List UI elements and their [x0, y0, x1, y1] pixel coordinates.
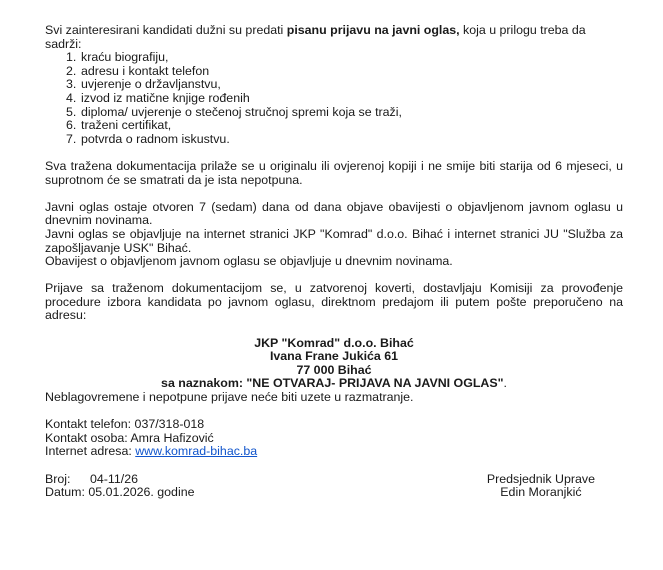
- spacer: [45, 323, 623, 337]
- contact-person: Kontakt osoba: Amra Hafizović: [45, 430, 214, 445]
- signer-name: Edin Moranjkić: [500, 485, 582, 500]
- submission-text: Prijave sa traženom dokumentacijom se, u zatvorenoj koverti, dostavljaju Komisiji za provođenje procedure izbora kandidata po javnom oglasu, direktnom predajom ili putem pošte preporučeno na adresu:: [45, 281, 623, 323]
- list-item-number: 3.: [66, 77, 77, 92]
- contact-web-label: Internet adresa:: [45, 444, 136, 459]
- list-item-text: uvjerenje o državljanstvu,: [81, 77, 221, 92]
- list-item-number: 7.: [66, 131, 77, 146]
- document-body: [45, 24, 623, 501]
- intro-bold: pisanu prijavu na javni oglas,: [286, 23, 460, 37]
- document-number-value: 04-11/26: [90, 471, 138, 486]
- contact-phone: Kontakt telefon: 037/318-018: [45, 417, 205, 432]
- list-item-number: 5.: [66, 104, 77, 119]
- address-line-3: 77 000 Bihać: [296, 362, 372, 377]
- intro-pre: Svi zainteresirani kandidati dužni su predati: [45, 23, 287, 37]
- rejection-note: Neblagovremene i nepotpune prijave neće biti uzete u razmatranje.: [45, 390, 414, 405]
- list-item: [45, 106, 623, 120]
- list-item: [45, 133, 623, 147]
- list-item: [45, 65, 623, 79]
- list-item-number: 6.: [66, 118, 77, 133]
- contact-web: [45, 445, 623, 459]
- spacer: [45, 187, 623, 201]
- envelope-marking-suffix: .: [503, 376, 507, 391]
- list-item: [45, 78, 623, 92]
- publication-text: Javni oglas se objavljuje na internet stranici JKP "Komrad" d.o.o. Bihać i internet stranici JU "Služba za zapošljavanje USK" Bihać.: [45, 226, 623, 255]
- list-item-text: kraću biografiju,: [81, 50, 169, 65]
- signer-title: Predsjednik Uprave: [486, 471, 595, 486]
- list-item-text: traženi certifikat,: [81, 118, 172, 133]
- list-item-number: 1.: [66, 50, 77, 65]
- list-item-text: izvod iz matične knjige rođenih: [81, 90, 250, 105]
- signature-block: [45, 473, 623, 501]
- documentation-note: Sva tražena dokumentacija prilaže se u originalu ili ovjerenoj kopiji i ne smije biti starija od 6 mjeseci, u suprotnom će se smatrati da je ista nepotpuna.: [45, 158, 623, 187]
- list-item-number: 2.: [66, 63, 77, 78]
- address-line-2: Ivana Frane Jukića 61: [269, 349, 399, 364]
- signatory: [487, 473, 595, 500]
- list-item: [45, 92, 623, 106]
- document-number: [45, 473, 195, 487]
- envelope-marking: sa naznakom: "NE OTVARAJ- PRIJAVA NA JAVNI OGLAS": [161, 376, 504, 391]
- spacer: [45, 405, 623, 419]
- list-item-text: potvrda o radnom iskustvu.: [81, 131, 230, 146]
- document-reference: [45, 473, 195, 500]
- document-number-label: Broj:: [45, 471, 71, 486]
- website-link[interactable]: www.komrad-bihac.ba: [135, 444, 258, 459]
- intro-post: koja u prilogu treba da sadrži:: [45, 23, 586, 51]
- list-item-text: adresu i kontakt telefon: [81, 63, 210, 78]
- spacer: [45, 459, 623, 473]
- document-date: Datum: 05.01.2026. godine: [45, 485, 195, 500]
- requirements-list: [45, 51, 623, 146]
- list-item-number: 4.: [66, 90, 77, 105]
- list-item: [45, 51, 623, 65]
- intro-paragraph: [45, 24, 623, 51]
- address-line-1: JKP "Komrad" d.o.o. Bihać: [254, 335, 414, 350]
- open-period-text: Javni oglas ostaje otvoren 7 (sedam) dana od dana objave obavijesti o objavljenom javnom oglasu u dnevnim novinama.: [45, 199, 623, 228]
- list-item: [45, 119, 623, 133]
- spacer: [45, 146, 623, 160]
- list-item-text: diploma/ uvjerenje o stečenoj stručnoj spremi koja se traži,: [81, 104, 402, 119]
- newspaper-notice: Obavijest o objavljenom javnom oglasu se objavljuje u dnevnim novinama.: [45, 254, 453, 269]
- spacer: [45, 269, 623, 283]
- address-line-4: [45, 377, 623, 391]
